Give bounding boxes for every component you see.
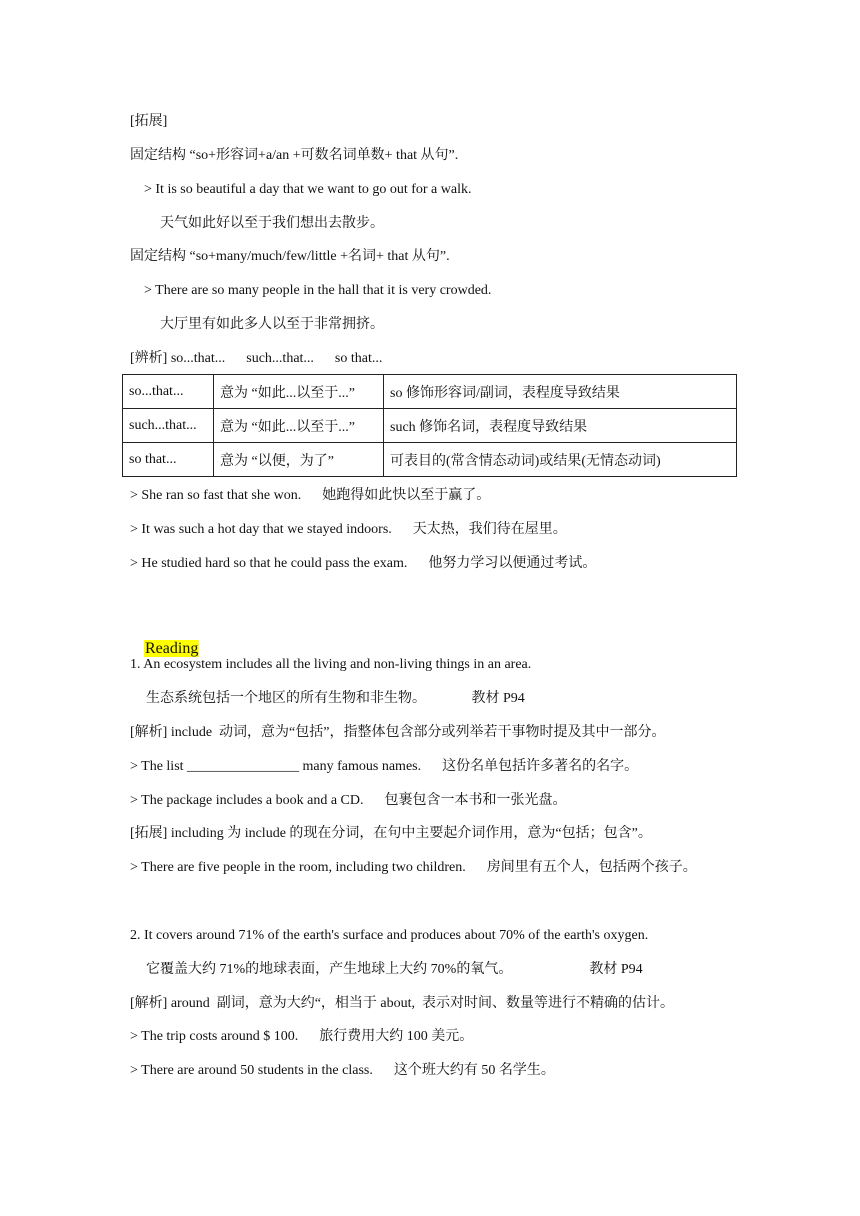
- including-example: > There are five people in the room, including two children. 房间里有五个人，包括两个孩子。: [130, 860, 697, 875]
- table-cell: such...that...: [123, 409, 214, 443]
- include-example-1: > The list ________________ many famous names. 这份名单包括许多著名的名字。: [130, 759, 639, 774]
- reading-translation-2: 它覆盖大约 71%的地球表面，产生地球上大约 70%的氧气。 教材 P94: [146, 962, 643, 977]
- analysis-include: [解析] include 动词，意为“包括”，指整体包含部分或列举若干事物时提及其中一部分。: [130, 725, 666, 740]
- table-cell: so 修饰形容词/副词，表程度导致结果: [384, 375, 737, 409]
- table-cell: 可表目的(常含情态动词)或结果(无情态动词): [384, 443, 737, 477]
- example-sentence-1: > It is so beautiful a day that we want to go out for a walk.: [144, 182, 472, 197]
- example-so-that: > She ran so fast that she won. 她跑得如此快以至于赢了。: [130, 488, 491, 503]
- table-cell: so...that...: [123, 375, 214, 409]
- example-translation-2: 大厅里有如此多人以至于非常拥挤。: [160, 317, 384, 332]
- include-example-2: > The package includes a book and a CD. 包裹包含一本书和一张光盘。: [130, 793, 567, 808]
- analysis-around: [解析] around 副词，意为大约“，相当于 about, 表示对时间、数量等进行不精确的估计。: [130, 996, 675, 1011]
- example-sentence-2: > There are so many people in the hall that it is very crowded.: [144, 283, 492, 298]
- table-cell: 意为 “以便，为了”: [214, 443, 384, 477]
- table-cell: so that...: [123, 443, 214, 477]
- fixed-structure-2: 固定结构 “so+many/much/few/little +名词+ that 从句”.: [130, 249, 450, 264]
- table-row: [123, 375, 737, 409]
- table-cell: such 修饰名词，表程度导致结果: [384, 409, 737, 443]
- fixed-structure-1: 固定结构 “so+形容词+a/an +可数名词单数+ that 从句”.: [130, 148, 459, 163]
- reading-translation-1: 生态系统包括一个地区的所有生物和非生物。 教材 P94: [146, 691, 525, 706]
- example-so-that-purpose: > He studied hard so that he could pass the exam. 他努力学习以便通过考试。: [130, 556, 597, 571]
- comparison-table: [122, 374, 737, 477]
- table-row: [123, 443, 737, 477]
- discrimination-label: [辨析] so...that... such...that... so that...: [130, 351, 383, 366]
- around-example-2: > There are around 50 students in the class. 这个班大约有 50 名学生。: [130, 1063, 555, 1078]
- reading-heading: Reading: [145, 640, 199, 657]
- table-row: [123, 409, 737, 443]
- reading-sentence-1: 1. An ecosystem includes all the living and non-living things in an area.: [130, 657, 532, 672]
- table-cell: 意为 “如此...以至于...”: [214, 375, 384, 409]
- expand-label: [拓展]: [130, 114, 168, 129]
- reading-sentence-2: 2. It covers around 71% of the earth's surface and produces about 70% of the earth's oxygen.: [130, 928, 649, 943]
- expand-including: [拓展] including 为 include 的现在分词，在句中主要起介词作用，意为“包括；包含”。: [130, 826, 652, 841]
- example-such-that: > It was such a hot day that we stayed indoors. 天太热，我们待在屋里。: [130, 522, 567, 537]
- table-cell: 意为 “如此...以至于...”: [214, 409, 384, 443]
- example-translation-1: 天气如此好以至于我们想出去散步。: [160, 216, 384, 231]
- around-example-1: > The trip costs around $ 100. 旅行费用大约 100 美元。: [130, 1029, 474, 1044]
